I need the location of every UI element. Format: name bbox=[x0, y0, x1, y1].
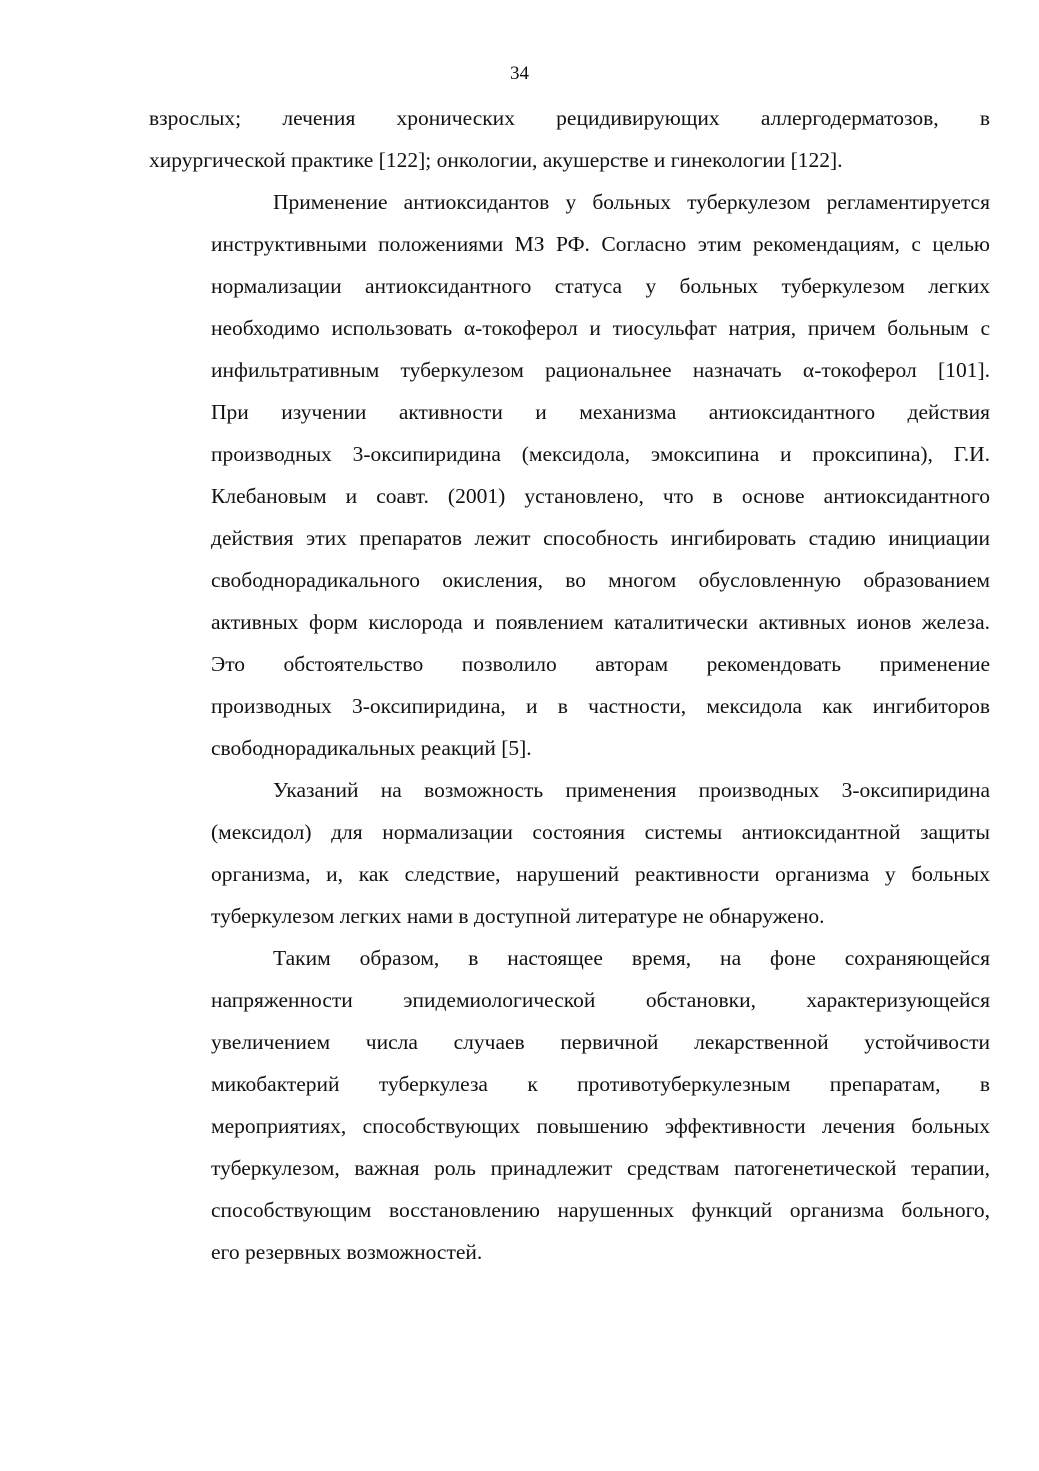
text-line: способствующим восстановлению нарушенных функций организма больного, bbox=[211, 1198, 990, 1222]
text-line: туберкулезом легких нами в доступной литературе не обнаружено. bbox=[211, 904, 825, 928]
text-line: инструктивными положениями МЗ РФ. Согласно этим рекомендациям, с целью bbox=[211, 232, 990, 256]
page-number: 34 bbox=[510, 63, 529, 84]
text-line: свободнорадикальных реакций [5]. bbox=[211, 736, 532, 760]
text-line: производных 3-оксипиридина (мексидола, эмоксипина и проксипина), Г.И. bbox=[211, 442, 990, 466]
text-line: Это обстоятельство позволило авторам рекомендовать применение bbox=[211, 652, 990, 676]
text-line: инфильтративным туберкулезом рациональнее назначать α-токоферол [101]. bbox=[211, 358, 990, 382]
text-line: микобактерий туберкулеза к противотуберкулезным препаратам, в bbox=[211, 1072, 990, 1096]
text-line: нормализации антиоксидантного статуса у больных туберкулезом легких bbox=[211, 274, 990, 298]
paragraph-2 bbox=[149, 181, 990, 769]
text-line: При изучении активности и механизма антиоксидантного действия bbox=[211, 400, 990, 424]
text-line: напряженности эпидемиологической обстановки, характеризующейся bbox=[211, 988, 990, 1012]
text-line: свободнорадикального окисления, во многом обусловленную образованием bbox=[211, 568, 990, 592]
paragraph-3 bbox=[149, 769, 990, 937]
text-line: необходимо использовать α-токоферол и тиосульфат натрия, причем больным с bbox=[211, 316, 990, 340]
text-line: увеличением числа случаев первичной лекарственной устойчивости bbox=[211, 1030, 990, 1054]
text-line: взрослых; лечения хронических рецидивирующих аллергодерматозов, в bbox=[149, 106, 990, 130]
text-line: Указаний на возможность применения производных 3-оксипиридина bbox=[273, 778, 990, 802]
text-line: Таким образом, в настоящее время, на фоне сохраняющейся bbox=[273, 946, 990, 970]
text-line: производных 3-оксипиридина, и в частности, мексидола как ингибиторов bbox=[211, 694, 990, 718]
text-line: мероприятиях, способствующих повышению эффективности лечения больных bbox=[211, 1114, 990, 1138]
text-line: Применение антиоксидантов у больных туберкулезом регламентируется bbox=[273, 190, 990, 214]
paragraph-4 bbox=[149, 937, 990, 1273]
text-line: организма, и, как следствие, нарушений реактивности организма у больных bbox=[211, 862, 990, 886]
paragraph-1 bbox=[149, 97, 990, 181]
document-body bbox=[149, 97, 990, 1273]
text-line: активных форм кислорода и появлением каталитически активных ионов железа. bbox=[211, 610, 990, 634]
text-line: туберкулезом, важная роль принадлежит средствам патогенетической терапии, bbox=[211, 1156, 990, 1180]
text-line: хирургической практике [122]; онкологии, акушерстве и гинекологии [122]. bbox=[149, 148, 843, 172]
text-line: его резервных возможностей. bbox=[211, 1240, 483, 1264]
text-line: действия этих препаратов лежит способность ингибировать стадию инициации bbox=[211, 526, 990, 550]
text-line: (мексидол) для нормализации состояния системы антиоксидантной защиты bbox=[211, 820, 990, 844]
text-line: Клебановым и соавт. (2001) установлено, что в основе антиоксидантного bbox=[211, 484, 990, 508]
